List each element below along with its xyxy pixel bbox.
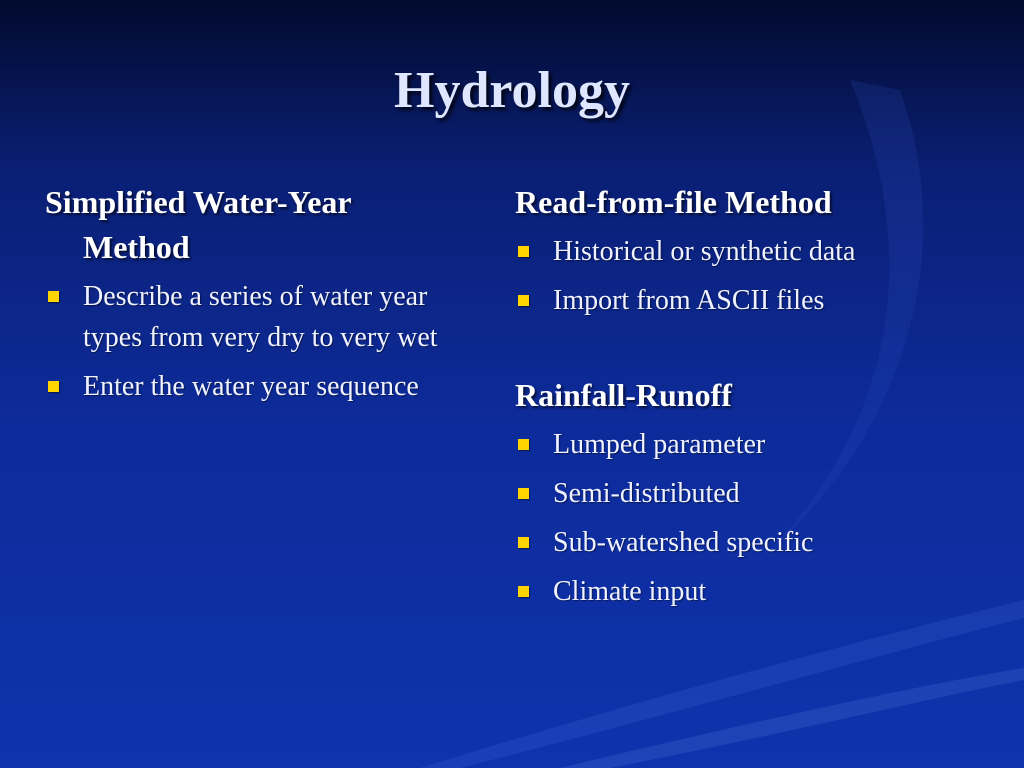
list-item-text: Import from ASCII files — [553, 285, 825, 316]
right-heading-rainfall-runoff: Rainfall-Runoff — [515, 377, 732, 413]
yellow-square-bullet-icon — [518, 586, 529, 597]
list-item-text: Historical or synthetic data — [553, 236, 856, 267]
list-item-text: Sub-watershed specific — [553, 527, 814, 558]
list-item — [515, 231, 995, 272]
left-column — [45, 180, 465, 415]
list-item — [45, 276, 465, 358]
list-item-text: Describe a series of water year types from very dry to very wet — [83, 281, 438, 353]
right-bullet-list-1 — [515, 231, 995, 321]
list-item-text: Semi-distributed — [553, 478, 740, 509]
list-item-text: Lumped parameter — [553, 429, 766, 460]
list-item-text: Climate input — [553, 576, 707, 607]
yellow-square-bullet-icon — [518, 295, 529, 306]
yellow-square-bullet-icon — [518, 439, 529, 450]
yellow-square-bullet-icon — [48, 381, 59, 392]
list-item — [515, 424, 995, 465]
right-heading-read-from-file: Read-from-file Method — [515, 184, 832, 220]
list-item-text: Enter the water year sequence — [83, 371, 419, 402]
list-item — [515, 280, 995, 321]
list-item — [515, 473, 995, 514]
slide-title: Hydrology — [394, 62, 630, 119]
list-item — [45, 366, 465, 407]
left-heading: Simplified Water-Year Method — [45, 184, 352, 265]
yellow-square-bullet-icon — [518, 488, 529, 499]
yellow-square-bullet-icon — [518, 246, 529, 257]
right-column — [515, 180, 995, 620]
list-item — [515, 571, 995, 612]
yellow-square-bullet-icon — [518, 537, 529, 548]
left-bullet-list — [45, 276, 465, 407]
yellow-square-bullet-icon — [48, 291, 59, 302]
list-item — [515, 522, 995, 563]
right-bullet-list-2 — [515, 424, 995, 612]
